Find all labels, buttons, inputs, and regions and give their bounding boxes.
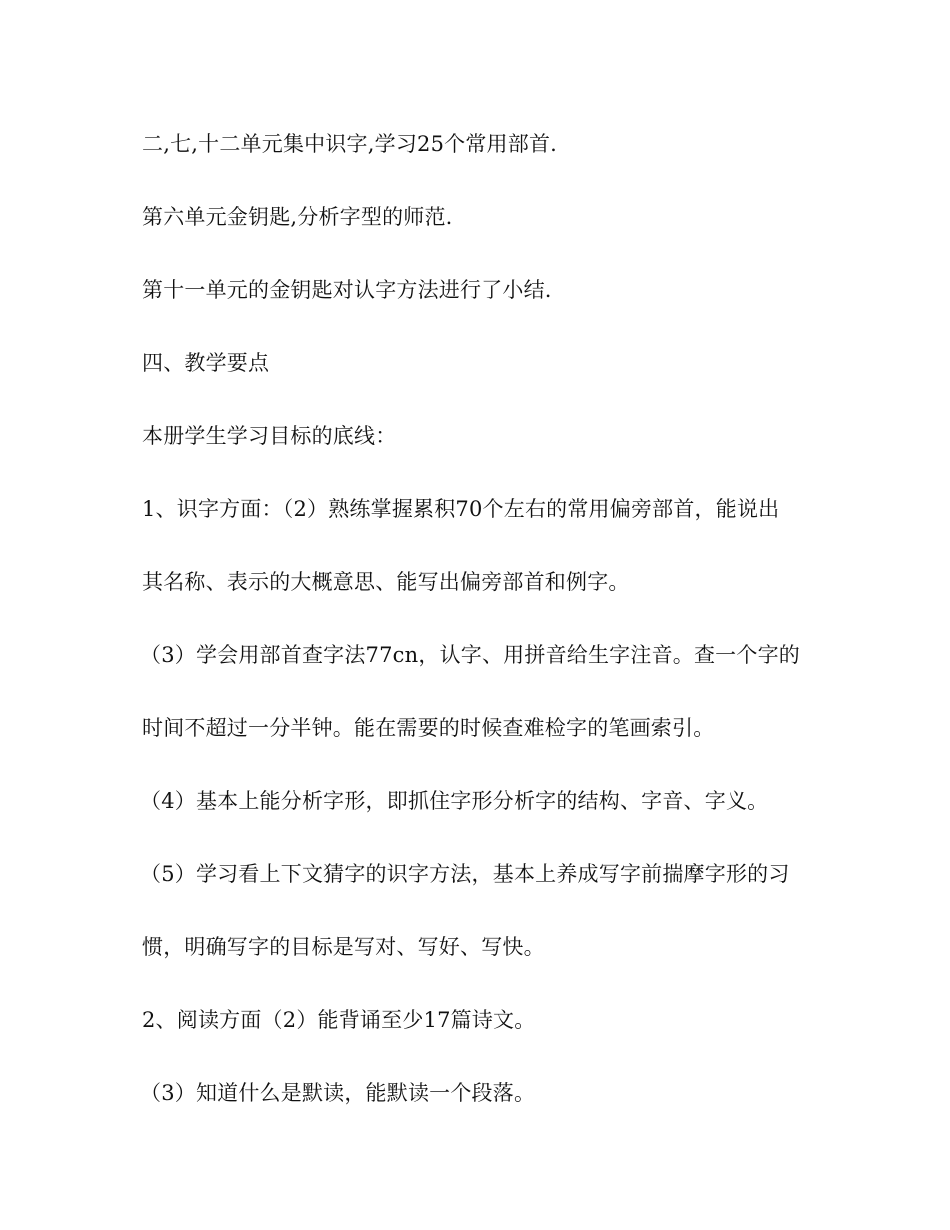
text-line: 其名称、表示的大概意思、能写出偏旁部首和例字。 bbox=[142, 570, 630, 594]
text-line: 第十一单元的金钥匙对认字方法进行了小结. bbox=[142, 278, 552, 302]
text-line: 2、阅读方面（2）能背诵至少17篇诗文。 bbox=[142, 1008, 536, 1032]
text-line: 本册学生学习目标的底线： bbox=[142, 424, 397, 448]
text-line: （3）知道什么是默读，能默读一个段落。 bbox=[140, 1081, 536, 1105]
text-line: 1、识字方面：（2）熟练掌握累积70个左右的常用偏旁部首，能说出 bbox=[142, 497, 780, 521]
section-heading: 四、教学要点 bbox=[142, 351, 270, 375]
text-line: 二,七,十二单元集中识字,学习25个常用部首. bbox=[142, 132, 558, 156]
text-line: 时间不超过一分半钟。能在需要的时候查难检字的笔画索引。 bbox=[142, 716, 715, 740]
text-line: （5）学习看上下文猜字的识字方法，基本上养成写字前揣摩字形的习 bbox=[140, 862, 790, 886]
text-line: （4）基本上能分析字形，即抓住字形分析字的结构、字音、字义。 bbox=[140, 789, 769, 813]
text-line: 惯，明确写字的目标是写对、写好、写快。 bbox=[142, 935, 545, 959]
text-line: 第六单元金钥匙,分析字型的师范. bbox=[142, 205, 453, 229]
text-line: （3）学会用部首查字法77cn，认字、用拼音给生字注音。查一个字的 bbox=[140, 643, 800, 667]
